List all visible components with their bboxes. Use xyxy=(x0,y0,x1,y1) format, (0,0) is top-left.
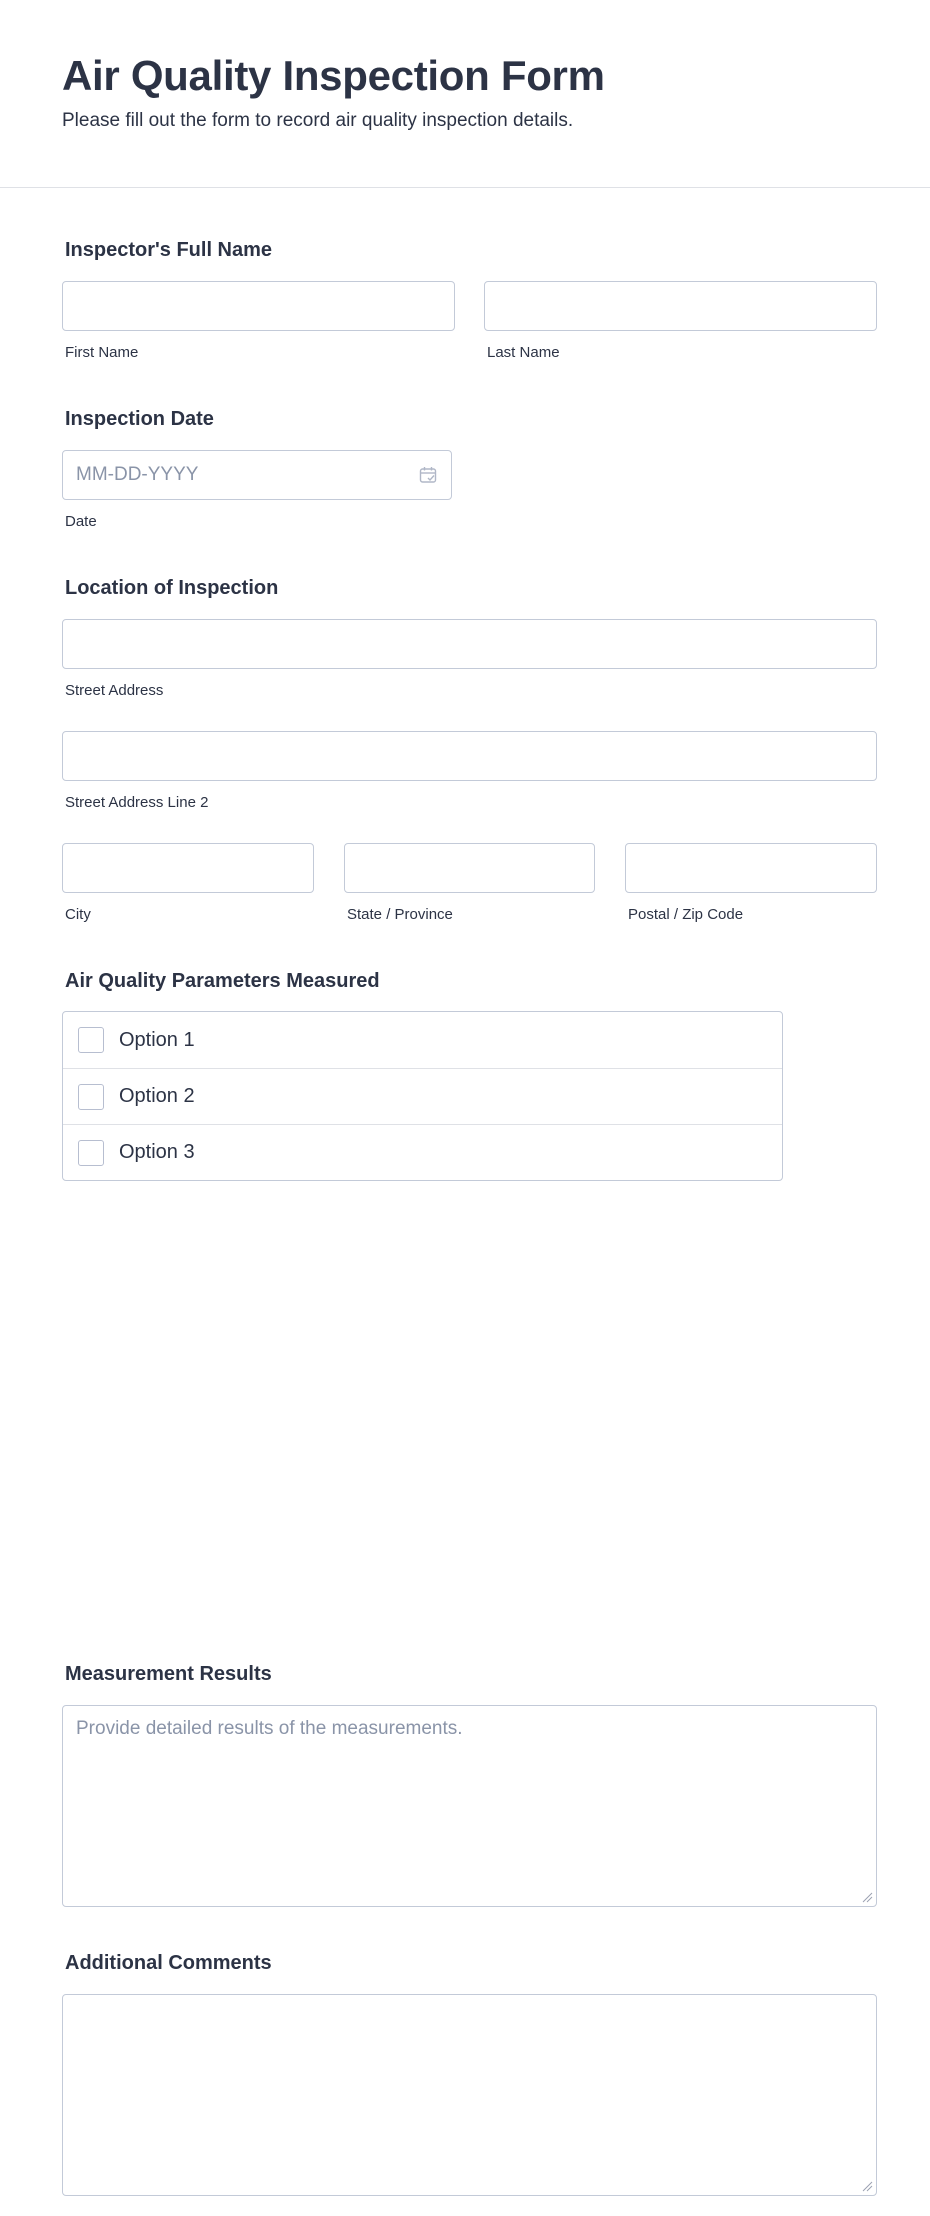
last-name-input[interactable] xyxy=(484,281,877,331)
state-input[interactable] xyxy=(344,843,595,893)
parameters-checkbox-group xyxy=(62,1011,783,1181)
inspector-name-label: Inspector's Full Name xyxy=(65,239,273,261)
date-input[interactable] xyxy=(62,450,452,500)
street-address-line2-sublabel: Street Address Line 2 xyxy=(65,794,209,811)
calendar-icon[interactable] xyxy=(418,465,438,485)
form-title: Air Quality Inspection Form xyxy=(62,52,605,99)
first-name-sublabel: First Name xyxy=(65,344,139,361)
form-header xyxy=(0,0,930,188)
checkbox[interactable] xyxy=(78,1084,104,1110)
checkbox-label[interactable]: Option 1 xyxy=(119,1028,195,1051)
additional-comments-label: Additional Comments xyxy=(65,1952,272,1974)
first-name-input[interactable] xyxy=(62,281,455,331)
checkbox-label[interactable]: Option 2 xyxy=(119,1085,195,1107)
state-sublabel: State / Province xyxy=(347,906,453,923)
city-sublabel: City xyxy=(65,906,91,923)
resize-handle-icon[interactable] xyxy=(861,1891,873,1903)
street-address-line2-input[interactable] xyxy=(62,731,877,781)
checkbox-option-3[interactable] xyxy=(63,1124,782,1180)
checkbox[interactable] xyxy=(78,1027,104,1053)
inspection-date-label: Inspection Date xyxy=(65,408,214,430)
location-label: Location of Inspection xyxy=(65,577,279,599)
checkbox-label[interactable]: Option 3 xyxy=(119,1141,195,1163)
checkbox-option-2[interactable] xyxy=(63,1068,782,1124)
form-subtitle: Please fill out the form to record air quality inspection details. xyxy=(62,110,574,131)
checkbox-option-1[interactable] xyxy=(63,1012,782,1068)
street-address-input[interactable] xyxy=(62,619,877,669)
additional-comments-textarea[interactable] xyxy=(62,1994,877,2196)
last-name-sublabel: Last Name xyxy=(487,344,560,361)
parameters-label: Air Quality Parameters Measured xyxy=(65,970,380,992)
date-sublabel: Date xyxy=(65,513,97,530)
measurement-results-label: Measurement Results xyxy=(65,1663,272,1685)
measurement-results-textarea[interactable] xyxy=(62,1705,877,1907)
checkbox[interactable] xyxy=(78,1140,104,1166)
city-input[interactable] xyxy=(62,843,314,893)
postal-code-input[interactable] xyxy=(625,843,877,893)
resize-handle-icon[interactable] xyxy=(861,2180,873,2192)
street-address-sublabel: Street Address xyxy=(65,682,164,699)
postal-code-sublabel: Postal / Zip Code xyxy=(628,906,744,923)
